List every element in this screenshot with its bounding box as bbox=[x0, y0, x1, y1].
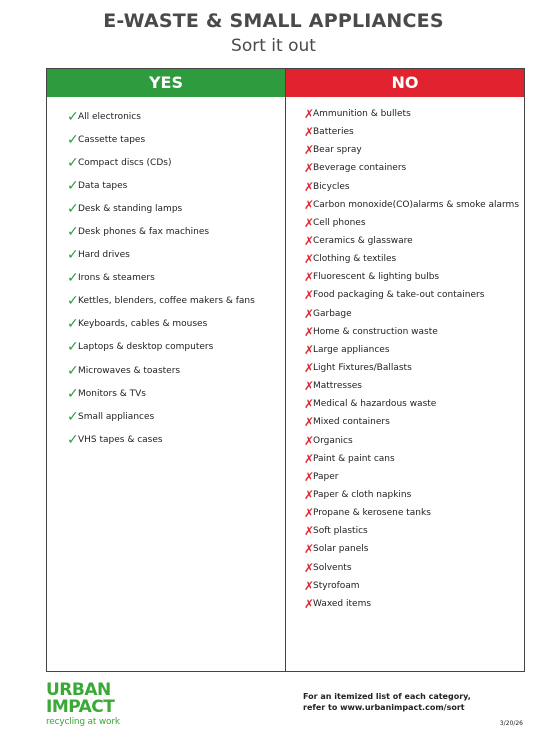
yes-item-label: Desk phones & fax machines bbox=[78, 227, 210, 238]
cross-icon: ✗ bbox=[304, 342, 315, 357]
no-list-item bbox=[304, 232, 519, 250]
yes-item-label: Irons & steamers bbox=[78, 273, 155, 284]
cross-icon: ✗ bbox=[304, 596, 315, 611]
no-list bbox=[304, 105, 519, 613]
no-list-item bbox=[304, 305, 519, 323]
urban-impact-logo bbox=[46, 682, 120, 728]
check-icon: ✓ bbox=[67, 385, 79, 402]
check-icon: ✓ bbox=[67, 177, 79, 194]
logo-line-1: URBAN bbox=[46, 680, 111, 700]
no-list-item bbox=[304, 214, 519, 232]
no-list-item bbox=[304, 105, 519, 123]
yes-item-label: Small appliances bbox=[78, 411, 155, 422]
no-list-item bbox=[304, 522, 519, 540]
no-header: NO bbox=[286, 69, 524, 97]
cross-icon: ✗ bbox=[304, 451, 315, 466]
cross-icon: ✗ bbox=[304, 488, 315, 503]
check-icon: ✓ bbox=[67, 108, 79, 125]
no-list-item bbox=[304, 341, 519, 359]
sort-table bbox=[46, 68, 525, 672]
no-list-item bbox=[304, 141, 519, 159]
yes-list-item bbox=[67, 382, 255, 405]
cross-icon: ✗ bbox=[304, 143, 315, 158]
page-title: E-WASTE & SMALL APPLIANCES bbox=[103, 10, 444, 32]
page-subtitle: Sort it out bbox=[231, 36, 316, 56]
yes-list-item bbox=[67, 267, 255, 290]
yes-item-label: Keyboards, cables & mouses bbox=[78, 319, 208, 330]
cross-icon: ✗ bbox=[304, 379, 315, 394]
no-list-item bbox=[304, 595, 519, 613]
check-icon: ✓ bbox=[67, 293, 79, 310]
no-item-label: Food packaging & take-out containers bbox=[313, 290, 485, 301]
no-list-item bbox=[304, 359, 519, 377]
no-item-label: Soft plastics bbox=[313, 526, 368, 537]
no-item-label: Mixed containers bbox=[313, 417, 390, 428]
yes-list-item bbox=[67, 105, 255, 128]
yes-item-label: VHS tapes & cases bbox=[78, 434, 163, 445]
yes-item-label: Data tapes bbox=[78, 180, 128, 191]
cross-icon: ✗ bbox=[304, 125, 315, 140]
cross-icon: ✗ bbox=[304, 560, 315, 575]
no-list-item bbox=[304, 286, 519, 304]
yes-list-item bbox=[67, 244, 255, 267]
cross-icon: ✗ bbox=[304, 361, 315, 376]
no-item-label: Batteries bbox=[313, 127, 354, 138]
no-item-label: Bicycles bbox=[313, 181, 350, 192]
cross-icon: ✗ bbox=[304, 306, 315, 321]
cross-icon: ✗ bbox=[304, 270, 315, 285]
no-item-label: Waxed items bbox=[313, 598, 372, 609]
no-item-label: Organics bbox=[313, 435, 353, 446]
cross-icon: ✗ bbox=[304, 215, 315, 230]
no-item-label: Paint & paint cans bbox=[313, 453, 395, 464]
no-item-label: Beverage containers bbox=[313, 163, 407, 174]
yes-list-item bbox=[67, 405, 255, 428]
cross-icon: ✗ bbox=[304, 179, 315, 194]
no-item-label: Paper & cloth napkins bbox=[313, 490, 412, 501]
no-list-item bbox=[304, 468, 519, 486]
yes-item-label: Compact discs (CDs) bbox=[78, 157, 172, 168]
no-item-label: Fluorescent & lighting bulbs bbox=[313, 272, 440, 283]
check-icon: ✓ bbox=[67, 224, 79, 241]
cross-icon: ✗ bbox=[304, 161, 315, 176]
no-list-item bbox=[304, 323, 519, 341]
yes-item-label: All electronics bbox=[78, 111, 141, 122]
cross-icon: ✗ bbox=[304, 288, 315, 303]
yes-list-item bbox=[67, 313, 255, 336]
no-item-label: Home & construction waste bbox=[313, 326, 438, 337]
no-item-label: Propane & kerosene tanks bbox=[313, 508, 431, 519]
no-list-item bbox=[304, 196, 519, 214]
no-item-label: Mattresses bbox=[313, 381, 362, 392]
check-icon: ✓ bbox=[67, 131, 79, 148]
no-list-item bbox=[304, 413, 519, 431]
no-list-item bbox=[304, 178, 519, 196]
no-list-item bbox=[304, 395, 519, 413]
no-list-item bbox=[304, 268, 519, 286]
no-item-label: Paper bbox=[313, 471, 339, 482]
yes-list-item bbox=[67, 336, 255, 359]
footer-line-1: For an itemized list of each category, bbox=[303, 692, 471, 701]
cross-icon: ✗ bbox=[304, 524, 315, 539]
no-list-item bbox=[304, 123, 519, 141]
no-list-item bbox=[304, 159, 519, 177]
yes-list-item bbox=[67, 197, 255, 220]
cross-icon: ✗ bbox=[304, 433, 315, 448]
yes-item-label: Hard drives bbox=[78, 250, 130, 261]
column-divider bbox=[285, 69, 286, 671]
cross-icon: ✗ bbox=[304, 324, 315, 339]
check-icon: ✓ bbox=[67, 154, 79, 171]
logo-tagline: recycling at work bbox=[46, 717, 120, 727]
yes-list-item bbox=[67, 128, 255, 151]
cross-icon: ✗ bbox=[304, 397, 315, 412]
yes-item-label: Kettles, blenders, coffee makers & fans bbox=[78, 296, 255, 307]
no-list-item bbox=[304, 250, 519, 268]
no-list-item bbox=[304, 577, 519, 595]
no-list-item bbox=[304, 432, 519, 450]
yes-item-label: Laptops & desktop computers bbox=[78, 342, 214, 353]
no-item-label: Cell phones bbox=[313, 217, 366, 228]
check-icon: ✓ bbox=[67, 431, 79, 448]
yes-list bbox=[67, 105, 255, 451]
cross-icon: ✗ bbox=[304, 107, 315, 122]
yes-list-item bbox=[67, 151, 255, 174]
cross-icon: ✗ bbox=[304, 234, 315, 249]
no-item-label: Light Fixtures/Ballasts bbox=[313, 363, 412, 374]
footer-note bbox=[303, 691, 471, 713]
no-list-item bbox=[304, 540, 519, 558]
yes-header: YES bbox=[47, 69, 285, 97]
no-item-label: Styrofoam bbox=[313, 580, 360, 591]
cross-icon: ✗ bbox=[304, 252, 315, 267]
footer-line-2: refer to www.urbanimpact.com/sort bbox=[303, 703, 465, 712]
yes-item-label: Cassette tapes bbox=[78, 134, 146, 145]
check-icon: ✓ bbox=[67, 362, 79, 379]
yes-list-item bbox=[67, 174, 255, 197]
yes-list-item bbox=[67, 220, 255, 243]
no-item-label: Carbon monoxide(CO)alarms & smoke alarms bbox=[313, 199, 520, 210]
logo-line-2: IMPACT bbox=[46, 697, 115, 717]
yes-list-item bbox=[67, 428, 255, 451]
no-item-label: Bear spray bbox=[313, 145, 362, 156]
no-list-item bbox=[304, 486, 519, 504]
check-icon: ✓ bbox=[67, 408, 79, 425]
yes-list-item bbox=[67, 359, 255, 382]
yes-item-label: Desk & standing lamps bbox=[78, 203, 183, 214]
check-icon: ✓ bbox=[67, 316, 79, 333]
cross-icon: ✗ bbox=[304, 542, 315, 557]
print-date: 3/20/26 bbox=[499, 720, 523, 727]
no-item-label: Ceramics & glassware bbox=[313, 236, 413, 247]
cross-icon: ✗ bbox=[304, 506, 315, 521]
no-list-item bbox=[304, 450, 519, 468]
cross-icon: ✗ bbox=[304, 469, 315, 484]
cross-icon: ✗ bbox=[304, 415, 315, 430]
no-item-label: Ammunition & bullets bbox=[313, 109, 411, 120]
check-icon: ✓ bbox=[67, 247, 79, 264]
no-list-item bbox=[304, 559, 519, 577]
check-icon: ✓ bbox=[67, 339, 79, 356]
yes-item-label: Monitors & TVs bbox=[78, 388, 146, 399]
no-item-label: Garbage bbox=[313, 308, 352, 319]
cross-icon: ✗ bbox=[304, 578, 315, 593]
yes-list-item bbox=[67, 290, 255, 313]
cross-icon: ✗ bbox=[304, 197, 315, 212]
yes-item-label: Microwaves & toasters bbox=[78, 365, 181, 376]
no-item-label: Solvents bbox=[313, 562, 352, 573]
check-icon: ✓ bbox=[67, 200, 79, 217]
no-item-label: Medical & hazardous waste bbox=[313, 399, 437, 410]
no-list-item bbox=[304, 504, 519, 522]
no-item-label: Large appliances bbox=[313, 344, 390, 355]
no-item-label: Solar panels bbox=[313, 544, 369, 555]
no-list-item bbox=[304, 377, 519, 395]
no-item-label: Clothing & textiles bbox=[313, 254, 397, 265]
check-icon: ✓ bbox=[67, 270, 79, 287]
